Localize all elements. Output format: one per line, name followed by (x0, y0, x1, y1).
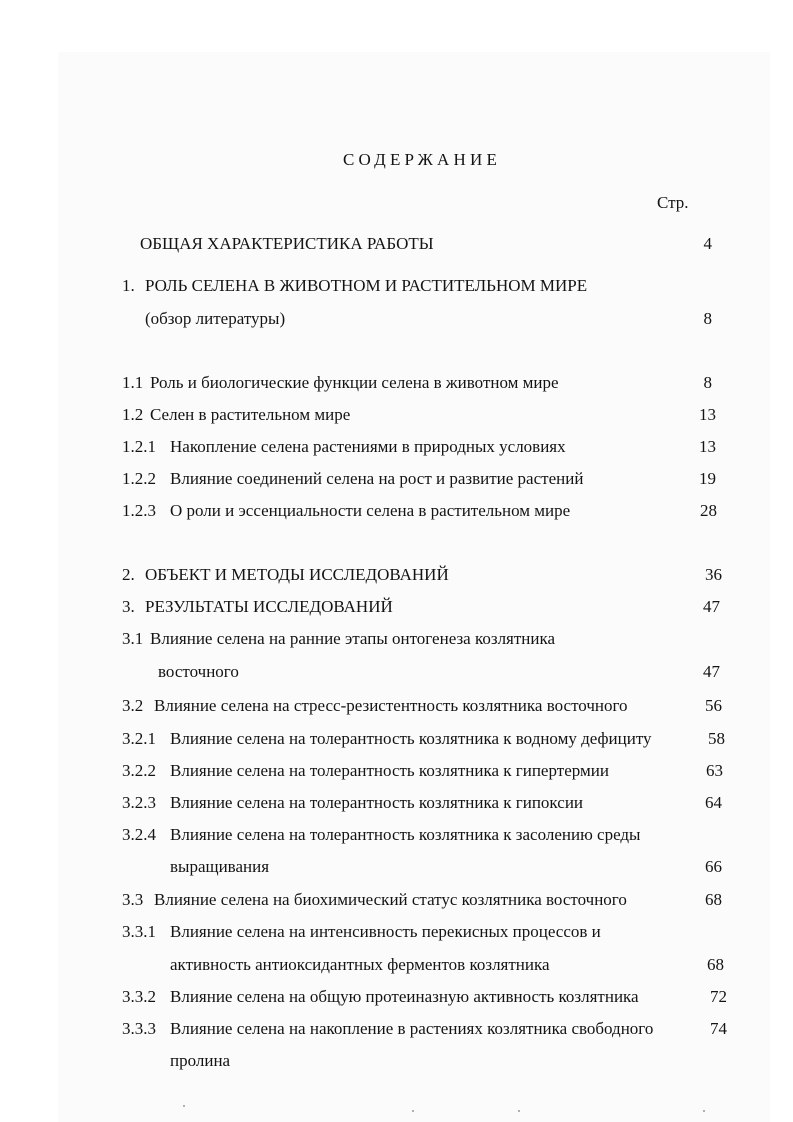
toc-entry-text: Влияние селена на стресс-резистентность козлятника восточного (154, 696, 628, 715)
toc-entry-text-continued: выращивания (170, 857, 270, 876)
toc-entry-text: РОЛЬ СЕЛЕНА В ЖИВОТНОМ И РАСТИТЕЛЬНОМ МИРЕ (145, 276, 588, 295)
toc-entry-text-continued: (обзор литературы) (145, 309, 286, 328)
toc-entry-number: 3.2 (122, 696, 144, 715)
toc-entry-number: 3.2.1 (122, 729, 156, 748)
toc-entry-text: Влияние селена на толерантность козлятника к гипертермии (170, 761, 609, 780)
toc-entry-number: 1.2.2 (122, 469, 156, 488)
scan-speck (518, 1110, 520, 1112)
toc-entry-text-continued: активность антиоксидантных ферментов козлятника (170, 955, 550, 974)
toc-entry-page: 28 (700, 501, 717, 520)
toc-entry-number: 1. (122, 276, 135, 295)
toc-entry-number: 3.3.3 (122, 1019, 156, 1038)
toc-entry-number: 1.2 (122, 405, 144, 424)
toc-entry-page: 13 (699, 437, 716, 456)
toc-entry-text-continued: пролина (170, 1051, 231, 1070)
toc-entry-page: 36 (705, 565, 722, 584)
toc-entry-text: О роли и эссенциальности селена в растительном мире (170, 501, 571, 520)
toc-entry-page: 47 (703, 662, 720, 681)
toc-entry-text: Влияние селена на биохимический статус козлятника восточного (154, 890, 627, 909)
toc-entry-page: 8 (703, 373, 712, 392)
toc-entry-text: Влияние селена на общую протеиназную активность козлятника (170, 987, 639, 1006)
scan-speck (183, 1105, 185, 1107)
toc-entry-page: 66 (705, 857, 722, 876)
toc-entry-number: 3.3 (122, 890, 144, 909)
toc-entry-number: 3.3.1 (122, 922, 156, 941)
toc-entry-page: 4 (703, 234, 712, 253)
toc-entry-number: 3.2.2 (122, 761, 156, 780)
toc-entry-text: Накопление селена растениями в природных условиях (170, 437, 566, 456)
toc-entry-page: 8 (703, 309, 712, 328)
toc-entry-text: Влияние селена на накопление в растениях козлятника свободного (170, 1019, 654, 1038)
toc-entry-number: 3.3.2 (122, 987, 156, 1006)
toc-entry-number: 1.2.3 (122, 501, 156, 520)
toc-entry-text: ОБЩАЯ ХАРАКТЕРИСТИКА РАБОТЫ (140, 234, 434, 253)
toc-entry-page: 68 (707, 955, 724, 974)
toc-entry-text: Влияние селена на интенсивность перекисных процессов и (170, 922, 601, 941)
page-title: СОДЕРЖАНИЕ (343, 150, 502, 169)
toc-entry-text: Роль и биологические функции селена в животном мире (150, 373, 559, 392)
toc-entry-text: ОБЪЕКТ И МЕТОДЫ ИССЛЕДОВАНИЙ (145, 565, 449, 584)
page-column-label: Стр. (657, 193, 689, 212)
toc-entry-text: Влияние селена на толерантность козлятника к гипоксии (170, 793, 584, 812)
toc-entry-text: Влияние селена на толерантность козлятника к засолению среды (170, 825, 641, 844)
toc-entry-number: 3. (122, 597, 135, 616)
toc-entry-text-continued: восточного (158, 662, 239, 681)
toc-entry-number: 3.2.3 (122, 793, 156, 812)
toc-entry-text: РЕЗУЛЬТАТЫ ИССЛЕДОВАНИЙ (145, 597, 393, 616)
scan-speck (412, 1110, 414, 1112)
toc-entry-page: 72 (710, 987, 727, 1006)
toc-entry-number: 1.1 (122, 373, 144, 392)
toc-entry-page: 64 (705, 793, 722, 812)
toc-entry-number: 3.1 (122, 629, 144, 648)
toc-entry-page: 58 (708, 729, 725, 748)
toc-entry-number: 1.2.1 (122, 437, 156, 456)
toc-entry-page: 74 (710, 1019, 727, 1038)
toc-entry-number: 3.2.4 (122, 825, 156, 844)
toc-entry-text: Влияние селена на толерантность козлятника к водному дефициту (170, 729, 652, 748)
toc-entry-text: Селен в растительном мире (150, 405, 351, 424)
toc-entry-text: Влияние селена на ранние этапы онтогенеза козлятника (150, 629, 556, 648)
toc-entry-text: Влияние соединений селена на рост и развитие растений (170, 469, 584, 488)
toc-entry-page: 68 (705, 890, 722, 909)
scan-speck (703, 1110, 705, 1112)
toc-entry-page: 19 (699, 469, 716, 488)
toc-entry-number: 2. (122, 565, 135, 584)
toc-entry-page: 47 (703, 597, 720, 616)
toc-entry-page: 56 (705, 696, 722, 715)
toc-entry-page: 13 (699, 405, 716, 424)
toc-entry-page: 63 (706, 761, 723, 780)
